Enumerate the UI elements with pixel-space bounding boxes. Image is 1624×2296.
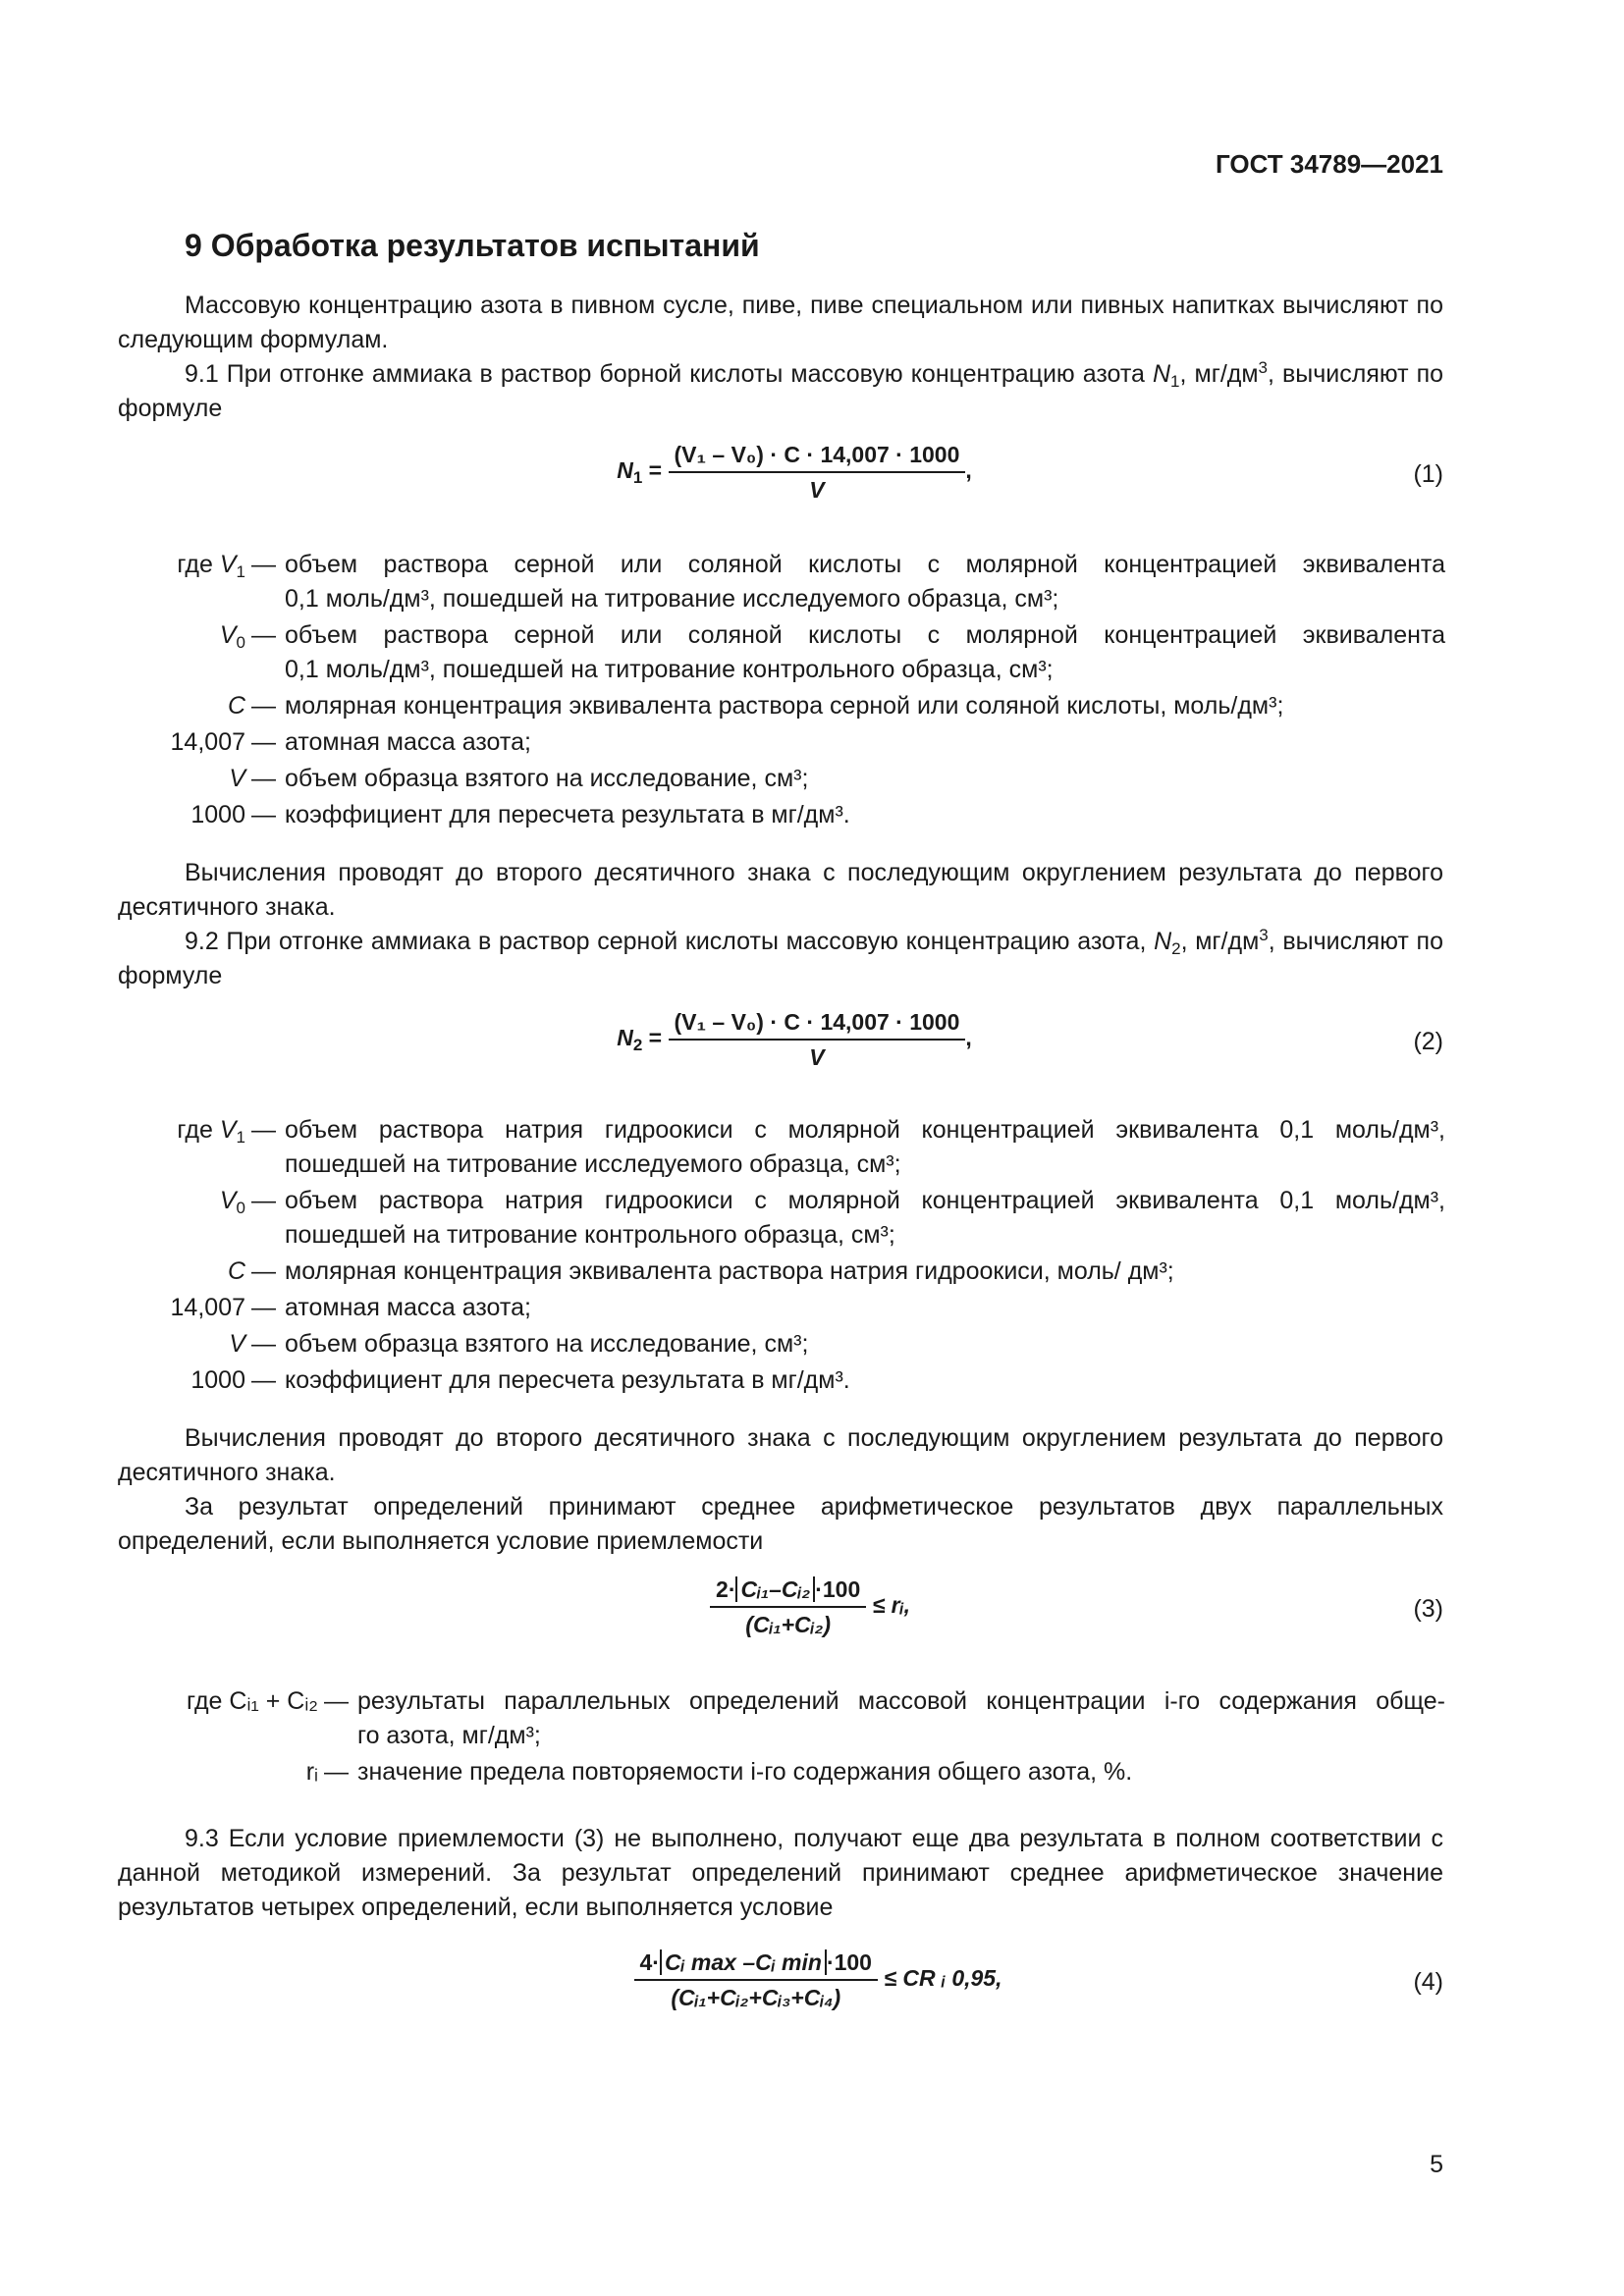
definition-text: молярная концентрация эквивалента раствора серной или соляной кислоты, моль/дм³; bbox=[285, 692, 1284, 720]
definition-term: C bbox=[227, 1257, 245, 1285]
definition-dash: — bbox=[251, 1294, 276, 1321]
paragraph-9-1: 9.1 При отгонке аммиака в раствор борной кислоты массовую концентрацию азота $N_1$, $мг/дм^3$, вычисляют по формуле bbox=[118, 358, 1444, 422]
section-title: 9 Обработка результатов испытаний bbox=[185, 228, 760, 263]
page-number: 5 bbox=[1430, 2151, 1443, 2178]
equation-number-4: (4) bbox=[1413, 1968, 1443, 1996]
definitions-formula-1 bbox=[114, 548, 1445, 834]
formula-3: $\frac{\text{2· Cᵢ₁–Cᵢ₂ ·100}}{\text{(Cᵢ₁+Cᵢ₂)}}$ ≤ rᵢ, bbox=[0, 1575, 1624, 1639]
definition-item bbox=[114, 798, 1445, 832]
definition-term: V bbox=[229, 1330, 245, 1358]
definition-item bbox=[114, 618, 1445, 687]
definition-term: 14,007 bbox=[170, 1294, 245, 1321]
definitions-formula-3 bbox=[114, 1684, 1445, 1791]
definition-text: атомная масса азота; bbox=[285, 728, 531, 756]
definition-term: где Cᵢ₁ + Cᵢ₂ bbox=[186, 1687, 318, 1715]
definition-term: где $V_1$ bbox=[177, 1116, 245, 1147]
definition-item bbox=[114, 1363, 1445, 1398]
definition-dash: — bbox=[251, 728, 276, 756]
definitions-formula-2 bbox=[114, 1113, 1445, 1400]
definition-term: 1000 bbox=[190, 1366, 245, 1394]
definition-item bbox=[114, 548, 1445, 616]
definition-text: объем раствора натрия гидроокиси с молярной концентрацией эквивалента 0,1 моль/дм³, пошедшей на титрование контрольного образца, см³; bbox=[285, 1187, 1445, 1249]
definition-dash: — bbox=[251, 692, 276, 720]
paragraph-9-3: 9.3 Если условие приемлемости (3) не выполнено, получают еще два результата в полном соответствии с данной методикой измерений. За результат определений принимают среднее арифметическое значение результатов четырех определений, если выполняется условие bbox=[118, 1825, 1443, 1921]
acceptance-paragraph: За результат определений принимают среднее арифметическое результатов двух параллельных определений, если выполняется условие приемлемости bbox=[118, 1493, 1443, 1555]
definition-item bbox=[114, 1184, 1445, 1253]
definition-item bbox=[114, 1255, 1445, 1289]
definition-item bbox=[114, 1291, 1445, 1325]
definition-dash: — bbox=[251, 1116, 276, 1144]
definition-item bbox=[114, 1327, 1445, 1362]
definition-term: где $V_1$ bbox=[177, 551, 245, 581]
definition-text: объем раствора серной или соляной кислоты с молярной концентрацией эквивалента 0,1 моль/дм³, пошедшей на титрование исследуемого образца, см³; bbox=[285, 551, 1445, 613]
definition-dash: — bbox=[251, 551, 276, 578]
definition-term: V bbox=[229, 765, 245, 792]
definition-item bbox=[114, 1755, 1445, 1789]
definition-term: $V_0$ bbox=[219, 621, 245, 652]
definition-item bbox=[114, 762, 1445, 796]
definition-text: коэффициент для пересчета результата в мг/дм³. bbox=[285, 801, 850, 828]
definition-item bbox=[114, 689, 1445, 723]
definition-item bbox=[114, 1113, 1445, 1182]
equation-number-1: (1) bbox=[1413, 460, 1443, 488]
definition-text: атомная масса азота; bbox=[285, 1294, 531, 1321]
definition-item bbox=[114, 725, 1445, 760]
calculation-note-2: Вычисления проводят до второго десятичного знака с последующим округлением результата до первого десятичного знака. bbox=[118, 1424, 1443, 1486]
definition-dash: — bbox=[251, 801, 276, 828]
definition-text: коэффициент для пересчета результата в мг/дм³. bbox=[285, 1366, 850, 1394]
equation-number-2: (2) bbox=[1413, 1028, 1443, 1055]
definition-text: объем образца взятого на исследование, см³; bbox=[285, 1330, 809, 1358]
definition-dash: — bbox=[251, 1187, 276, 1214]
definition-text: объем раствора серной или соляной кислоты с молярной концентрацией эквивалента 0,1 моль/дм³, пошедшей на титрование контрольного образца, см³; bbox=[285, 621, 1445, 683]
definition-dash: — bbox=[251, 765, 276, 792]
definition-text: результаты параллельных определений массовой концентрации i-го содержания обще- го азота, мг/дм³; bbox=[357, 1687, 1445, 1749]
paragraph-9-2: 9.2 При отгонке аммиака в раствор серной кислоты массовую концентрацию азота, $N_2$, $мг/дм^3$, вычисляют по формуле bbox=[118, 926, 1443, 989]
formula-2: $N_2$ = $\frac{\text{(V₁ – V₀) · C · 14,007 · 1000}}{V}$ , bbox=[617, 1009, 972, 1070]
definition-term: 1000 bbox=[190, 801, 245, 828]
definition-term: rᵢ bbox=[305, 1758, 318, 1786]
calculation-note-1: Вычисления проводят до второго десятичного знака с последующим округлением результата до первого десятичного знака. bbox=[118, 859, 1443, 921]
definition-dash: — bbox=[251, 1330, 276, 1358]
definition-dash: — bbox=[324, 1687, 349, 1715]
definition-text: объем раствора натрия гидроокиси с молярной концентрацией эквивалента 0,1 моль/дм³, пошедшей на титрование исследуемого образца, см³; bbox=[285, 1116, 1445, 1178]
definition-dash: — bbox=[324, 1758, 349, 1786]
equation-number-3: (3) bbox=[1413, 1595, 1443, 1623]
definition-term: $V_0$ bbox=[219, 1187, 245, 1217]
definition-text: молярная концентрация эквивалента раствора натрия гидроокиси, моль/ дм³; bbox=[285, 1257, 1174, 1285]
definition-text: объем образца взятого на исследование, см³; bbox=[285, 765, 809, 792]
definition-term: C bbox=[227, 692, 245, 720]
definition-item bbox=[114, 1684, 1445, 1753]
definition-dash: — bbox=[251, 1257, 276, 1285]
formula-4: $\frac{\text{4· Cᵢ max –Cᵢ min ·100}}{\text{(Cᵢ₁+Cᵢ₂+Cᵢ₃+Cᵢ₄)}}$ ≤ CR ᵢ 0,95, bbox=[0, 1948, 1624, 2012]
definition-dash: — bbox=[251, 621, 276, 649]
definition-term: 14,007 bbox=[170, 728, 245, 756]
definition-dash: — bbox=[251, 1366, 276, 1394]
document-header: ГОСТ 34789—2021 bbox=[1216, 149, 1443, 179]
definition-text: значение предела повторяемости i-го содержания общего азота, %. bbox=[357, 1758, 1133, 1786]
formula-1: $N_1$ = $\frac{\text{(V₁ – V₀) · C · 14,007 · 1000}}{V}$ , bbox=[617, 442, 972, 503]
intro-paragraph: Массовую концентрацию азота в пивном сусле, пиве, пиве специальном или пивных напитках вычисляют по следующим формулам. bbox=[118, 292, 1443, 353]
